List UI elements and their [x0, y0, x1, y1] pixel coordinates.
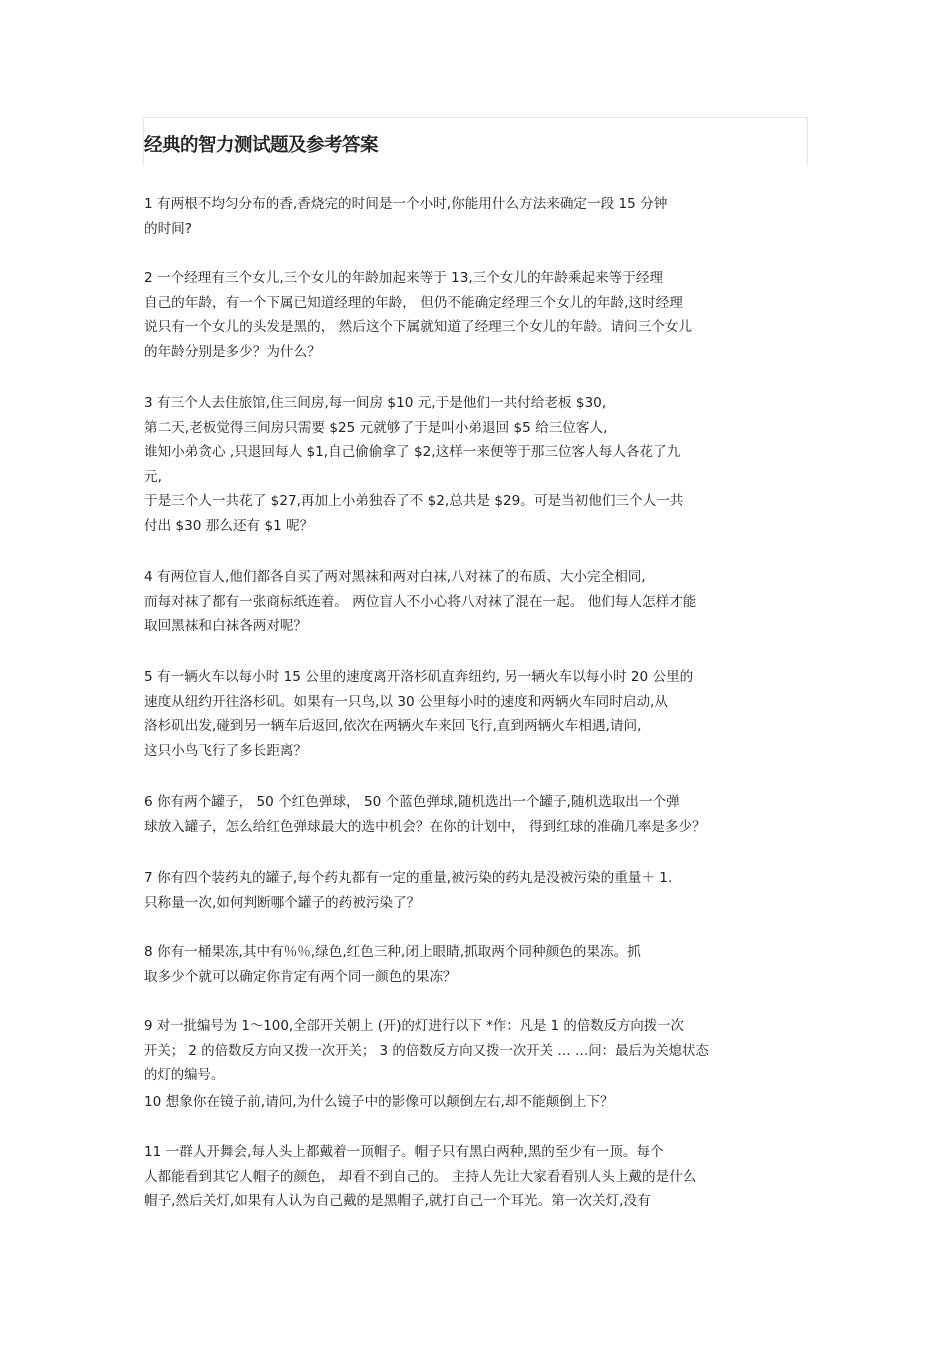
- question-line: 于是三个人一共花了 $27,再加上小弟独吞了不 $2,总共是 $29。可是当初他们三个人一共: [144, 493, 684, 509]
- question-line: 10 想象你在镜子前,请问,为什么镜子中的影像可以颠倒左右,却不能颠倒上下？: [144, 1094, 614, 1110]
- question-line: 的年龄分别是多少？为什么？: [144, 343, 321, 360]
- question-11: [144, 1140, 824, 1214]
- question-line: 2 一个经理有三个女儿,三个女儿的年龄加起来等于 13,三个女儿的年龄乘起来等于经理: [144, 270, 664, 286]
- question-line: 而每对袜了都有一张商标纸连着。 两位盲人不小心将八对袜了混在一起。 他们每人怎样才能: [144, 593, 697, 610]
- question-line: 开关； 2 的倍数反方向又拨一次开关； 3 的倍数反方向又拨一次开关 … …问：最后为关熄状态: [144, 1043, 709, 1059]
- question-line: 1 有两根不均匀分布的香,香烧完的时间是一个小时,你能用什么方法来确定一段 15 分钟: [144, 196, 668, 212]
- question-line: 的灯的编号。: [144, 1068, 225, 1083]
- question-line: 帽子,然后关灯,如果有人认为自己戴的是黑帽子,就打自己一个耳光。第一次关灯,没有: [144, 1193, 651, 1209]
- question-line: 谁知小弟贪心 ,只退回每人 $1,自己偷偷拿了 $2,这样一来便等于那三位客人每人各花了九: [144, 444, 681, 460]
- question-line: 自己的年龄，有一个下属已知道经理的年龄， 但仍不能确定经理三个女儿的年龄,这时经理: [144, 294, 683, 311]
- question-10: [144, 1090, 824, 1115]
- question-line: 只称量一次,如何判断哪个罐子的药被污染了？: [144, 894, 421, 911]
- question-line: 3 有三个人去住旅馆,住三间房,每一间房 $10 元,于是他们一共付给老板 $30,: [144, 395, 607, 411]
- question-line: 球放入罐子，怎么给红色弹球最大的选中机会？在你的计划中， 得到红球的准确几率是多少？: [144, 818, 706, 835]
- question-line: 洛杉矶出发,碰到另一辆车后返回,依次在两辆火车来回飞行,直到两辆火车相遇,请问,: [144, 718, 642, 734]
- question-line: 人都能看到其它人帽子的颜色， 却看不到自己的。 主持人先让大家看看别人头上戴的是什么: [144, 1168, 697, 1185]
- question-9: [144, 1015, 824, 1089]
- question-3: [144, 391, 824, 538]
- question-line: 11 一群人开舞会,每人头上都戴着一顶帽子。帽子只有黑白两种,黑的至少有一顶。每个: [144, 1144, 664, 1160]
- question-line: 的时间?: [144, 220, 192, 237]
- document-title: 经典的智力测试题及参考答案: [144, 135, 379, 156]
- question-line: 9 对一批编号为 1～100,全部开关朝上 (开)的灯进行以下 *作：凡是 1 的倍数反方向拨一次: [144, 1019, 684, 1034]
- question-1: [144, 192, 824, 241]
- question-line: 元,: [144, 468, 162, 485]
- question-5: [144, 665, 824, 763]
- question-7: [144, 866, 824, 915]
- question-line: 付出 $30 那么还有 $1 呢？: [144, 517, 314, 534]
- question-line: 6 你有两个罐子， 50 个红色弹球， 50 个蓝色弹球,随机选出一个罐子,随机选取出一个弹: [144, 794, 680, 810]
- question-line: 取多少个就可以确定你肯定有两个同一颜色的果冻？: [144, 968, 457, 985]
- question-line: 7 你有四个装药丸的罐子,每个药丸都有一定的重量,被污染的药丸是没被污染的重量＋ 1.: [144, 870, 673, 886]
- question-line: 第二天,老板觉得三间房只需要 $25 元就够了于是叫小弟退回 $5 给三位客人,: [144, 419, 608, 436]
- question-line: 5 有一辆火车以每小时 15 公里的速度离开洛杉矶直奔纽约, 另一辆火车以每小时 20 公里的: [144, 669, 694, 685]
- question-6: [144, 790, 824, 839]
- question-2: [144, 266, 824, 364]
- question-line: 说只有一个女儿的头发是黑的， 然后这个下属就知道了经理三个女儿的年龄。请问三个女儿: [144, 319, 693, 335]
- title-box: [143, 117, 808, 165]
- question-8: [144, 940, 824, 989]
- question-line: 取回黑袜和白袜各两对呢？: [144, 618, 308, 634]
- question-line: 4 有两位盲人,他们都各自买了两对黑袜和两对白袜,八对袜了的布质、大小完全相同,: [144, 569, 646, 585]
- question-line: 速度从纽约开往洛杉矶。如果有一只鸟,以 30 公里每小时的速度和两辆火车同时启动,从: [144, 693, 668, 710]
- question-line: 8 你有一桶果冻,其中有％％,绿色,红色三种,闭上眼睛,抓取两个同种颜色的果冻。抓: [144, 944, 641, 960]
- question-4: [144, 565, 824, 639]
- question-line: 这只小鸟飞行了多长距离？: [144, 742, 308, 759]
